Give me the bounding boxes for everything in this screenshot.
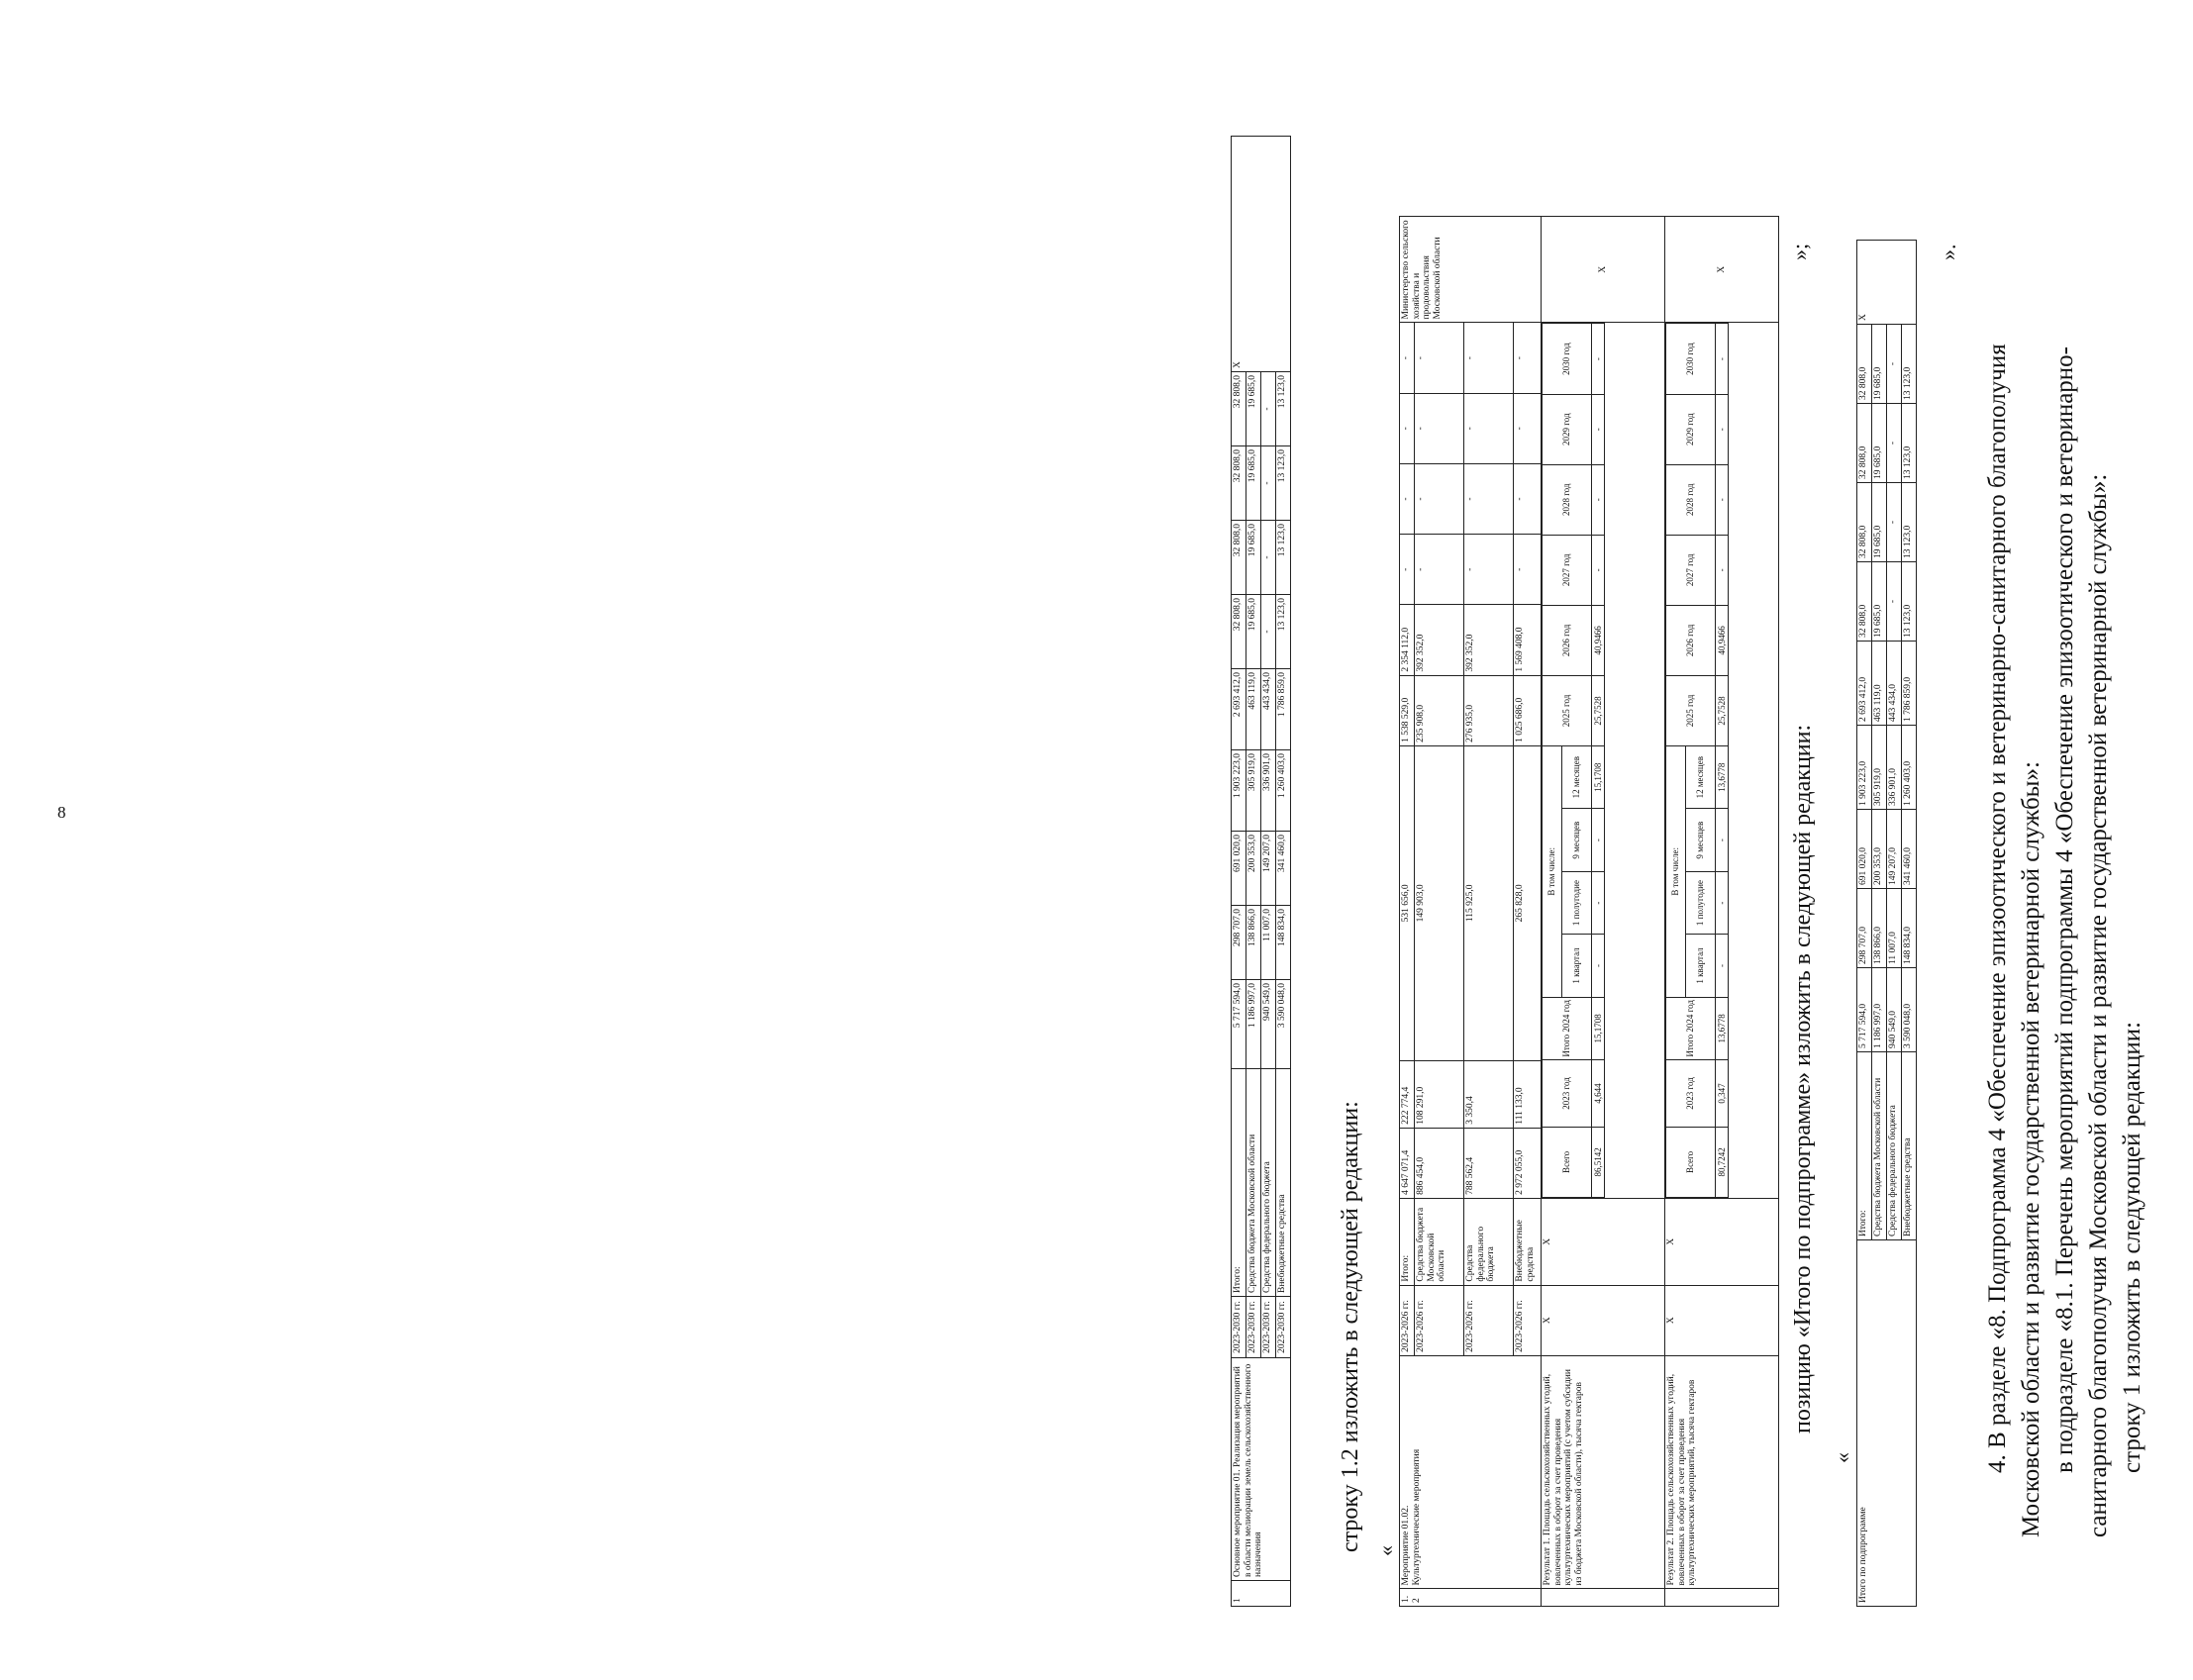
cell: -	[1261, 521, 1276, 595]
cell: -	[1592, 871, 1605, 934]
cell: 1 786 859,0	[1276, 669, 1291, 750]
hdr: 2029 год	[1543, 394, 1592, 464]
cell: -	[1716, 394, 1729, 464]
section-4-heading-line-1: 4. В разделе «8. Подпрограмма 4 «Обеспечение эпизоотического и ветеринарно-санитарного благополучия	[1984, 344, 2011, 1473]
cell: -	[1464, 463, 1514, 534]
source: Средства бюджета Московской области	[1246, 1069, 1261, 1297]
cell: 32 808,0	[1232, 595, 1246, 669]
hdr: 9 месяцев	[1686, 809, 1716, 871]
table-row-1-2	[1399, 216, 1779, 1607]
cell: -	[1261, 446, 1276, 521]
cell: -	[1514, 393, 1542, 463]
cell: 111 133,0	[1514, 1060, 1542, 1128]
cell: 1 025 686,0	[1514, 675, 1542, 745]
cell: 265 828,0	[1514, 745, 1542, 1060]
cell: 19 685,0	[1246, 521, 1261, 595]
cell: 13 123,0	[1276, 446, 1291, 521]
hdr: Итого 2024 год	[1666, 997, 1716, 1059]
hdr: 1 полугодие	[1686, 871, 1716, 934]
source: Итого:	[1232, 1069, 1246, 1297]
cell: 19 685,0	[1872, 562, 1887, 642]
cell: 463 119,0	[1246, 669, 1261, 750]
cell: 1 786 859,0	[1902, 642, 1917, 726]
cell: Х	[1542, 217, 1665, 323]
hdr: 2028 год	[1666, 464, 1716, 535]
cell: 13 123,0	[1902, 404, 1917, 483]
cell: 19 685,0	[1246, 595, 1261, 669]
hdr: 12 месяцев	[1562, 745, 1592, 808]
section-4-heading-line-2: Московской области и развитие государственной ветеринарной службы»:	[2018, 761, 2044, 1537]
quote-open: «	[1373, 1545, 1398, 1556]
cell: -	[1400, 323, 1415, 393]
subsection-line-2: санитарного благополучия Московской области и развитие государственной ветеринарной службы»:	[2085, 473, 2112, 1537]
cell: 149 207,0	[1261, 832, 1276, 906]
cell: 11 007,0	[1261, 906, 1276, 980]
period: 2023-2030 гг.	[1261, 1297, 1276, 1358]
responsible: Х	[1857, 241, 1917, 325]
cell: -	[1887, 404, 1902, 483]
period: 2023-2026 гг.	[1415, 1285, 1464, 1355]
empty-cell	[1542, 1589, 1665, 1607]
cell: 336 901,0	[1887, 726, 1902, 810]
cell: 32 808,0	[1232, 372, 1246, 446]
cell: 13 123,0	[1902, 483, 1917, 562]
cell: 4,644	[1592, 1060, 1605, 1128]
cell: 1 260 403,0	[1902, 726, 1917, 810]
cell: -	[1261, 595, 1276, 669]
result-2-grid	[1665, 323, 1779, 1198]
cell: 940 549,0	[1887, 968, 1902, 1052]
cell: 13 123,0	[1276, 372, 1291, 446]
cell: -	[1400, 463, 1415, 534]
instruction-row-1-2: строку 1.2 изложить в следующей редакции:	[1338, 1101, 1363, 1552]
result-2-name: Результат 2. Площадь сельскохозяйственных угодий, вовлеченных в оборот за счет проведения культуртехнических мероприятий, тысяча гектаров	[1665, 1355, 1779, 1589]
period: 2023-2026 гг.	[1464, 1285, 1514, 1355]
cell: 4 647 071,4	[1400, 1128, 1415, 1198]
cell: 1 186 997,0	[1872, 968, 1887, 1052]
cell: 32 808,0	[1232, 446, 1246, 521]
result-1-name: Результат 1. Площадь сельскохозяйственных угодий, вовлеченных в оборот за счет проведения культуртехнических мероприятий (с учетом субсидии из бюджета Московской области), тысяча гектаров	[1542, 1355, 1665, 1589]
cell: 40,9466	[1592, 605, 1605, 675]
cell: Х	[1665, 1285, 1779, 1355]
cell: -	[1514, 535, 1542, 605]
cell: -	[1592, 464, 1605, 535]
hdr: 2025 год	[1543, 675, 1592, 745]
table-subprogram-total	[1856, 240, 1917, 1607]
hdr: 9 месяцев	[1562, 809, 1592, 871]
instruction-total: позицию «Итого по подпрограмме» изложить в следующей редакции:	[1790, 724, 1816, 1433]
hdr: Итого 2024 год	[1543, 997, 1592, 1059]
cell: 341 460,0	[1902, 810, 1917, 889]
cell: 108 291,0	[1415, 1060, 1464, 1128]
cell: -	[1415, 393, 1464, 463]
cell: 222 774,4	[1400, 1060, 1415, 1128]
cell: 1 186 997,0	[1246, 980, 1261, 1069]
cell: 32 808,0	[1857, 404, 1872, 483]
cell: -	[1464, 323, 1514, 393]
period: 2023-2030 гг.	[1246, 1297, 1261, 1358]
cell: 13 123,0	[1902, 562, 1917, 642]
cell: 305 919,0	[1872, 726, 1887, 810]
cell: 2 693 412,0	[1857, 642, 1872, 726]
cell: 298 707,0	[1857, 889, 1872, 968]
source: Внебюджетные средства	[1902, 1052, 1917, 1240]
cell: 32 808,0	[1857, 562, 1872, 642]
cell: Х	[1665, 217, 1779, 323]
activity-name: Основное мероприятие 01. Реализация мероприятий в области мелиорации земель сельскохозяйственного назначения	[1232, 1358, 1291, 1581]
cell: 115 925,0	[1464, 745, 1514, 1060]
cell: 3 590 048,0	[1276, 980, 1291, 1069]
cell: 691 020,0	[1857, 810, 1872, 889]
cell: 80,7242	[1716, 1127, 1729, 1197]
hdr: 12 месяцев	[1686, 745, 1716, 808]
responsible: Х	[1232, 137, 1291, 372]
source: Внебюджетные средства	[1514, 1198, 1542, 1285]
hdr: В том числе:	[1666, 745, 1686, 997]
cell: -	[1415, 535, 1464, 605]
hdr: 2029 год	[1666, 394, 1716, 464]
cell: 13,6778	[1716, 997, 1729, 1059]
hdr: В том числе:	[1543, 745, 1562, 997]
cell: -	[1592, 324, 1605, 394]
cell: -	[1514, 463, 1542, 534]
cell: 1 903 223,0	[1857, 726, 1872, 810]
cell: 32 808,0	[1232, 521, 1246, 595]
hdr: Всего	[1543, 1127, 1592, 1197]
cell: 443 434,0	[1261, 669, 1276, 750]
cell: 1 538 529,0	[1400, 675, 1415, 745]
hdr: 2030 год	[1666, 324, 1716, 394]
period: 2023-2026 гг.	[1514, 1285, 1542, 1355]
cell: -	[1887, 325, 1902, 404]
cell: 443 434,0	[1887, 642, 1902, 726]
cell: -	[1592, 935, 1605, 997]
hdr: 1 полугодие	[1562, 871, 1592, 934]
cell: 392 352,0	[1464, 605, 1514, 675]
cell: 298 707,0	[1232, 906, 1246, 980]
cell: 305 919,0	[1246, 750, 1261, 832]
cell: 276 935,0	[1464, 675, 1514, 745]
cell: 341 460,0	[1276, 832, 1291, 906]
result-1-grid	[1542, 323, 1665, 1198]
page-number: 8	[57, 803, 66, 822]
quote-open: «	[1830, 1452, 1854, 1463]
cell: -	[1592, 535, 1605, 605]
period: 2023-2030 гг.	[1276, 1297, 1291, 1358]
cell: 13 123,0	[1276, 595, 1291, 669]
cell: 138 866,0	[1246, 906, 1261, 980]
cell: -	[1400, 535, 1415, 605]
cell: 2 354 112,0	[1400, 605, 1415, 675]
subsection-line-1: в подразделе «8.1. Перечень мероприятий подпрограммы 4 «Обеспечение эпизоотического и ветеринарно-	[2051, 346, 2078, 1473]
total-label: Итого по подпрограмме	[1857, 1240, 1917, 1607]
hdr: 2023 год	[1666, 1060, 1716, 1128]
cell: -	[1464, 535, 1514, 605]
cell: -	[1716, 535, 1729, 605]
cell: 86,5142	[1592, 1127, 1605, 1197]
cell: 3 350,4	[1464, 1060, 1514, 1128]
cell: -	[1716, 464, 1729, 535]
cell: 19 685,0	[1246, 446, 1261, 521]
hdr: 2026 год	[1666, 605, 1716, 675]
hdr: 1 квартал	[1686, 935, 1716, 997]
cell: 200 353,0	[1872, 810, 1887, 889]
source: Средства федерального бюджета	[1261, 1069, 1276, 1297]
period: 2023-2026 гг.	[1400, 1285, 1415, 1355]
cell: -	[1400, 393, 1415, 463]
cell: 32 808,0	[1857, 483, 1872, 562]
hdr: Всего	[1666, 1127, 1716, 1197]
source: Итого:	[1400, 1198, 1415, 1285]
cell: 13 123,0	[1276, 521, 1291, 595]
cell: Х	[1542, 1198, 1665, 1285]
cell: Х	[1542, 1285, 1665, 1355]
source: Средства бюджета Московской области	[1415, 1198, 1464, 1285]
cell: 25,7528	[1716, 675, 1729, 745]
cell: 32 808,0	[1857, 325, 1872, 404]
cell: 3 590 048,0	[1902, 968, 1917, 1052]
cell: -	[1261, 372, 1276, 446]
cell: 19 685,0	[1872, 325, 1887, 404]
cell: -	[1716, 935, 1729, 997]
cell: 19 685,0	[1246, 372, 1261, 446]
source: Итого:	[1857, 1052, 1872, 1240]
source: Средства федерального бюджета	[1464, 1198, 1514, 1285]
empty-cell	[1665, 1589, 1779, 1607]
cell: 886 454,0	[1415, 1128, 1464, 1198]
hdr: 2030 год	[1543, 324, 1592, 394]
cell: Х	[1665, 1198, 1779, 1285]
cell: 11 007,0	[1887, 889, 1902, 968]
cell: -	[1592, 394, 1605, 464]
cell: 1 569 408,0	[1514, 605, 1542, 675]
cell: 2 972 055,0	[1514, 1128, 1542, 1198]
cell: 15,1708	[1592, 745, 1605, 808]
cell: 13 123,0	[1902, 325, 1917, 404]
responsible: Министерство сельского хозяйства и продовольствия Московской области	[1400, 217, 1542, 323]
cell: 5 717 594,0	[1857, 968, 1872, 1052]
source: Внебюджетные средства	[1276, 1069, 1291, 1297]
activity-code: Мероприятие 01.02.	[1401, 1505, 1411, 1586]
cell: -	[1415, 323, 1464, 393]
hdr: 1 квартал	[1562, 935, 1592, 997]
cell: 2 693 412,0	[1232, 669, 1246, 750]
cell: -	[1464, 393, 1514, 463]
instruction-row-1: строку 1 изложить в следующей редакции:	[2119, 1021, 2145, 1473]
cell: -	[1514, 323, 1542, 393]
quote-close: »;	[1787, 243, 1812, 260]
row-number: 1	[1232, 1581, 1291, 1607]
rotated-content	[1144, 206, 2193, 1622]
cell: -	[1716, 809, 1729, 871]
cell: 13,6778	[1716, 745, 1729, 808]
hdr: 2027 год	[1666, 535, 1716, 605]
cell: 531 656,0	[1400, 745, 1415, 1060]
row-number: 1.2	[1400, 1589, 1542, 1607]
cell: 19 685,0	[1872, 483, 1887, 562]
cell: 200 353,0	[1246, 832, 1261, 906]
cell: 19 685,0	[1872, 404, 1887, 483]
cell: 40,9466	[1716, 605, 1729, 675]
activity-title: Культуртехнические мероприятия	[1411, 1448, 1422, 1586]
table-row-1	[1231, 136, 1291, 1607]
cell: 25,7528	[1592, 675, 1605, 745]
cell: 15,1708	[1592, 997, 1605, 1059]
cell: 463 119,0	[1872, 642, 1887, 726]
period: 2023-2030 гг.	[1232, 1297, 1246, 1358]
cell: -	[1887, 562, 1902, 642]
cell: 149 903,0	[1415, 745, 1464, 1060]
cell: -	[1716, 871, 1729, 934]
hdr: 2027 год	[1543, 535, 1592, 605]
hdr: 2028 год	[1543, 464, 1592, 535]
hdr: 2023 год	[1543, 1060, 1592, 1128]
cell: 5 717 594,0	[1232, 980, 1246, 1069]
cell: 148 834,0	[1276, 906, 1291, 980]
cell: -	[1716, 324, 1729, 394]
source: Средства федерального бюджета	[1887, 1052, 1902, 1240]
cell: 148 834,0	[1902, 889, 1917, 968]
cell: -	[1415, 463, 1464, 534]
cell: 940 549,0	[1261, 980, 1276, 1069]
source: Средства бюджета Московской области	[1872, 1052, 1887, 1240]
cell: 1 260 403,0	[1276, 750, 1291, 832]
hdr: 2025 год	[1666, 675, 1716, 745]
cell: 149 207,0	[1887, 810, 1902, 889]
activity-name	[1400, 1355, 1542, 1589]
cell: 691 020,0	[1232, 832, 1246, 906]
hdr: 2026 год	[1543, 605, 1592, 675]
cell: 1 903 223,0	[1232, 750, 1246, 832]
cell: 138 866,0	[1872, 889, 1887, 968]
quote-close: ».	[1936, 244, 1960, 260]
cell: 336 901,0	[1261, 750, 1276, 832]
cell: 0,347	[1716, 1060, 1729, 1128]
cell: -	[1592, 809, 1605, 871]
cell: 392 352,0	[1415, 605, 1464, 675]
cell: 235 908,0	[1415, 675, 1464, 745]
cell: 788 562,4	[1464, 1128, 1514, 1198]
cell: -	[1887, 483, 1902, 562]
